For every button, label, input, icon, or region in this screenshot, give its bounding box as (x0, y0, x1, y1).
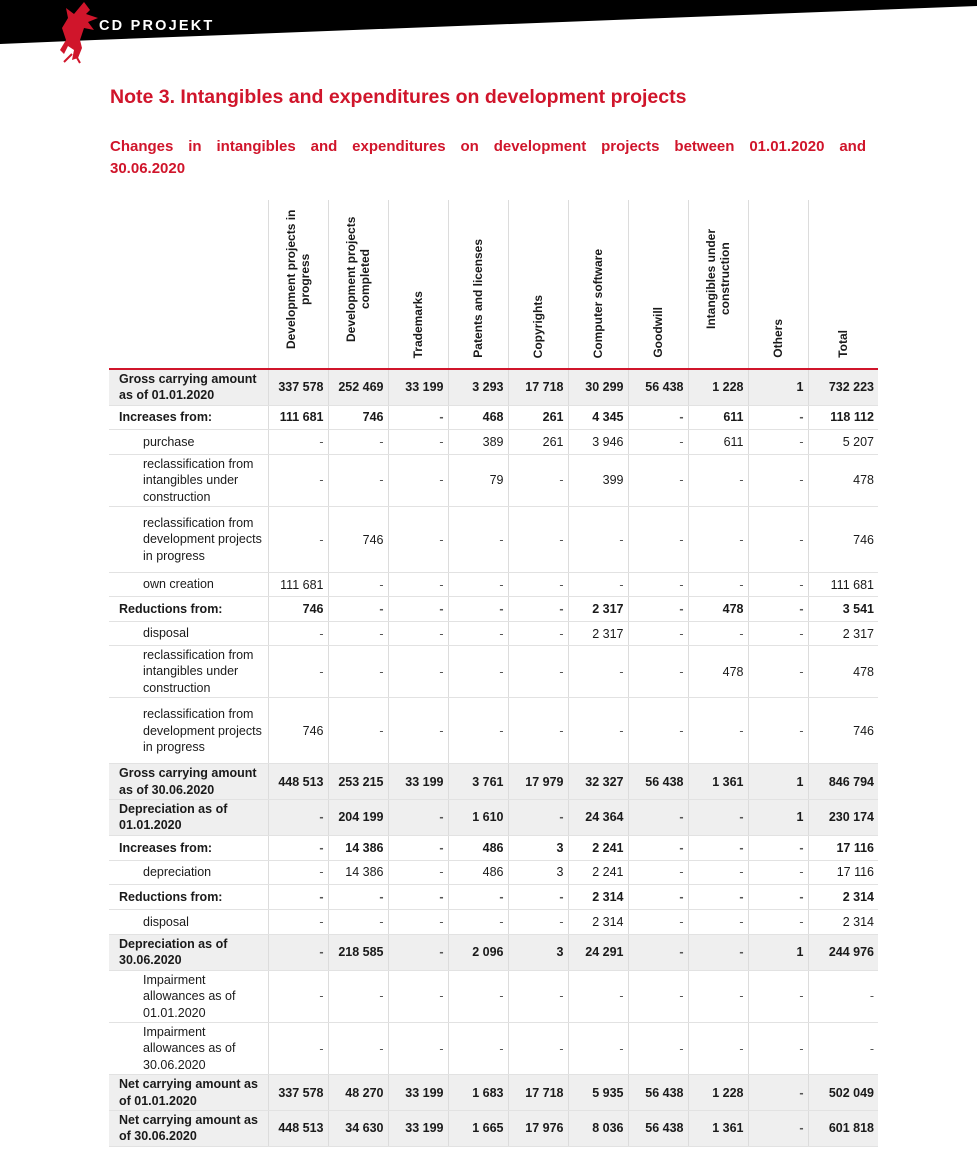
table-cell: 502 049 (808, 1075, 878, 1111)
table-row (109, 1110, 878, 1146)
table-cell: 79 (448, 454, 508, 506)
table-cell: - (388, 405, 448, 429)
row-label: Reductions from: (109, 597, 268, 622)
header-blank-cell (109, 200, 268, 369)
table-cell: - (748, 597, 808, 622)
table-cell: 252 469 (328, 369, 388, 405)
table-cell: 1 610 (448, 800, 508, 836)
table-cell: 14 386 (328, 860, 388, 884)
table-row (109, 369, 878, 405)
table-cell: - (748, 454, 808, 506)
col-header: Computer software (568, 200, 628, 369)
table-cell: 218 585 (328, 934, 388, 970)
table-cell: 746 (328, 405, 388, 429)
table-cell: - (268, 1022, 328, 1074)
table-cell: - (508, 909, 568, 934)
table-cell: 8 036 (568, 1110, 628, 1146)
table-cell: - (448, 909, 508, 934)
table-cell: - (388, 507, 448, 573)
table-cell: - (508, 454, 568, 506)
table-cell: - (568, 507, 628, 573)
col-header: Total (808, 200, 878, 369)
table-cell: - (748, 622, 808, 646)
table-row (109, 934, 878, 970)
table-cell: 846 794 (808, 764, 878, 800)
row-label: Increases from: (109, 405, 268, 429)
table-cell: - (388, 454, 448, 506)
table-cell: 34 630 (328, 1110, 388, 1146)
table-cell: - (688, 454, 748, 506)
table-cell: 17 718 (508, 369, 568, 405)
table-cell: - (388, 698, 448, 764)
table-cell: 478 (808, 454, 878, 506)
table-cell: - (568, 646, 628, 698)
col-header: Development projects in progress (268, 200, 328, 369)
table-cell: - (448, 573, 508, 597)
table-cell: - (628, 597, 688, 622)
table-cell: - (328, 573, 388, 597)
table-cell: - (448, 622, 508, 646)
table-cell: - (688, 884, 748, 909)
table-cell: 1 (748, 369, 808, 405)
table-cell: - (388, 800, 448, 836)
table-cell: 33 199 (388, 764, 448, 800)
table-row (109, 835, 878, 860)
table-cell: - (268, 860, 328, 884)
table-row (109, 429, 878, 454)
table-cell: 204 199 (328, 800, 388, 836)
table-cell: - (688, 800, 748, 836)
table-cell: - (268, 646, 328, 698)
page-title: Note 3. Intangibles and expenditures on development projects (110, 86, 687, 108)
table-cell: 478 (688, 597, 748, 622)
row-label: Gross carrying amount as of 01.01.2020 (109, 369, 268, 405)
table-cell: - (628, 622, 688, 646)
header-row (109, 200, 878, 369)
row-label: Reductions from: (109, 884, 268, 909)
table-cell: 1 (748, 764, 808, 800)
table-cell: - (688, 622, 748, 646)
table-cell: - (628, 860, 688, 884)
table-cell: - (508, 573, 568, 597)
row-label: disposal (109, 909, 268, 934)
table-cell: - (748, 646, 808, 698)
table-cell: 732 223 (808, 369, 878, 405)
table-cell: 2 317 (568, 622, 628, 646)
table-cell: - (388, 1022, 448, 1074)
table-cell: - (388, 934, 448, 970)
table-cell: - (268, 507, 328, 573)
table-cell: - (568, 1022, 628, 1074)
table-cell: - (628, 884, 688, 909)
table-cell: - (448, 970, 508, 1022)
table-cell: 486 (448, 860, 508, 884)
table-cell: - (268, 884, 328, 909)
table-cell: - (568, 573, 628, 597)
table-cell: 244 976 (808, 934, 878, 970)
table-row (109, 507, 878, 573)
table-cell: 111 681 (808, 573, 878, 597)
table-cell: 2 314 (808, 884, 878, 909)
row-label: Impairment allowances as of 01.01.2020 (109, 970, 268, 1022)
table-cell: - (508, 800, 568, 836)
table-cell: 468 (448, 405, 508, 429)
table-cell: - (388, 573, 448, 597)
table-cell: 24 291 (568, 934, 628, 970)
table-cell: 399 (568, 454, 628, 506)
table-cell: - (748, 507, 808, 573)
table-cell: 24 364 (568, 800, 628, 836)
table-cell: 611 (688, 405, 748, 429)
table-cell: - (628, 970, 688, 1022)
table-cell: - (448, 1022, 508, 1074)
row-label: purchase (109, 429, 268, 454)
table-cell: 17 116 (808, 835, 878, 860)
table-cell: - (328, 622, 388, 646)
table-cell: 2 317 (808, 622, 878, 646)
table-cell: 230 174 (808, 800, 878, 836)
table-cell: 1 228 (688, 369, 748, 405)
table-row (109, 800, 878, 836)
table-cell: - (748, 860, 808, 884)
table-cell: - (508, 622, 568, 646)
table-cell: - (388, 970, 448, 1022)
table-cell: - (328, 597, 388, 622)
table-cell: - (508, 646, 568, 698)
table-row (109, 573, 878, 597)
intangibles-table (109, 200, 878, 1147)
table-cell: 33 199 (388, 1075, 448, 1111)
table-cell: 746 (268, 597, 328, 622)
table-row (109, 764, 878, 800)
table-cell: - (448, 884, 508, 909)
row-label: depreciation (109, 860, 268, 884)
table-cell: 601 818 (808, 1110, 878, 1146)
brand-name: CD PROJEKT (99, 18, 215, 34)
table-cell: 5 207 (808, 429, 878, 454)
table-cell: 2 241 (568, 860, 628, 884)
table-cell: - (808, 970, 878, 1022)
table-row (109, 454, 878, 506)
table-cell: 2 317 (568, 597, 628, 622)
table-cell: - (388, 860, 448, 884)
table-cell: 389 (448, 429, 508, 454)
row-label: reclassification from intangibles under construction (109, 646, 268, 698)
table-cell: 56 438 (628, 1075, 688, 1111)
table-cell: - (628, 909, 688, 934)
table-cell: 56 438 (628, 1110, 688, 1146)
table-cell: - (508, 698, 568, 764)
table-cell: 1 228 (688, 1075, 748, 1111)
table-cell: 746 (328, 507, 388, 573)
table-cell: - (748, 405, 808, 429)
table-cell: - (748, 429, 808, 454)
table-cell: - (628, 429, 688, 454)
row-label: Increases from: (109, 835, 268, 860)
col-header: Development projects completed (328, 200, 388, 369)
table-cell: - (808, 1022, 878, 1074)
table-cell: - (628, 405, 688, 429)
table-cell: - (688, 507, 748, 573)
table-row (109, 909, 878, 934)
table-cell: 3 761 (448, 764, 508, 800)
table-cell: 56 438 (628, 369, 688, 405)
table-cell: - (628, 1022, 688, 1074)
table-cell: - (748, 1022, 808, 1074)
table-cell: - (388, 597, 448, 622)
table-cell: 48 270 (328, 1075, 388, 1111)
table-cell: 478 (808, 646, 878, 698)
table-cell: 33 199 (388, 1110, 448, 1146)
table-cell: - (268, 800, 328, 836)
table-cell: 337 578 (268, 1075, 328, 1111)
table-cell: 486 (448, 835, 508, 860)
table-cell: 17 976 (508, 1110, 568, 1146)
table-cell: 1 361 (688, 1110, 748, 1146)
table-cell: 337 578 (268, 369, 328, 405)
table-cell: - (328, 646, 388, 698)
table-cell: - (388, 646, 448, 698)
table-cell: - (268, 835, 328, 860)
table-cell: - (688, 835, 748, 860)
table-cell: 5 935 (568, 1075, 628, 1111)
table-cell: - (388, 884, 448, 909)
table-cell: 32 327 (568, 764, 628, 800)
table-cell: 261 (508, 405, 568, 429)
table-cell: - (328, 1022, 388, 1074)
table-cell: 253 215 (328, 764, 388, 800)
table-cell: 3 293 (448, 369, 508, 405)
table-cell: 611 (688, 429, 748, 454)
table-row (109, 597, 878, 622)
table-cell: 3 (508, 835, 568, 860)
table-cell: - (628, 507, 688, 573)
table-row (109, 1075, 878, 1111)
row-label: disposal (109, 622, 268, 646)
table-row (109, 970, 878, 1022)
table-cell: 4 345 (568, 405, 628, 429)
table-cell: - (628, 646, 688, 698)
table-cell: - (508, 1022, 568, 1074)
table-cell: 2 096 (448, 934, 508, 970)
table-cell: 3 946 (568, 429, 628, 454)
row-label: reclassification from development projects in progress (109, 698, 268, 764)
table-cell: 2 314 (568, 884, 628, 909)
table-cell: - (748, 909, 808, 934)
table-cell: - (628, 934, 688, 970)
table-cell: 17 718 (508, 1075, 568, 1111)
table-cell: 746 (808, 507, 878, 573)
subtitle-line1: Changes in intangibles and expenditures on development projects between 01.01.2020 and (110, 138, 866, 155)
table-cell: 17 979 (508, 764, 568, 800)
table-cell: 3 541 (808, 597, 878, 622)
table-cell: 1 683 (448, 1075, 508, 1111)
table-cell: - (448, 507, 508, 573)
table-cell: 3 (508, 934, 568, 970)
row-label: reclassification from development projects in progress (109, 507, 268, 573)
table-cell: - (268, 622, 328, 646)
table-cell: - (628, 800, 688, 836)
table-cell: 33 199 (388, 369, 448, 405)
table-cell: 2 241 (568, 835, 628, 860)
table-row (109, 405, 878, 429)
table-cell: 14 386 (328, 835, 388, 860)
row-label: Net carrying amount as of 01.01.2020 (109, 1075, 268, 1111)
table-cell: - (748, 970, 808, 1022)
table-cell: - (328, 884, 388, 909)
row-label: own creation (109, 573, 268, 597)
table-cell: 30 299 (568, 369, 628, 405)
row-label: Depreciation as of 01.01.2020 (109, 800, 268, 836)
table-cell: 2 314 (568, 909, 628, 934)
table-cell: - (688, 698, 748, 764)
col-header: Others (748, 200, 808, 369)
table-cell: - (508, 884, 568, 909)
table-cell: - (688, 573, 748, 597)
table-cell: 3 (508, 860, 568, 884)
table-cell: - (268, 934, 328, 970)
table-row (109, 860, 878, 884)
row-label: Gross carrying amount as of 30.06.2020 (109, 764, 268, 800)
table-row (109, 646, 878, 698)
table-cell: 261 (508, 429, 568, 454)
table-cell: - (568, 970, 628, 1022)
table-cell: - (628, 573, 688, 597)
col-header: Copyrights (508, 200, 568, 369)
table-cell: 1 361 (688, 764, 748, 800)
table-cell: - (268, 429, 328, 454)
table-cell: - (328, 909, 388, 934)
table-cell: - (388, 429, 448, 454)
table-row (109, 622, 878, 646)
table-cell: - (508, 970, 568, 1022)
table-subtitle (110, 136, 866, 180)
col-header: Patents and licenses (448, 200, 508, 369)
intangibles-table-container (109, 200, 874, 1147)
col-header: Intangibles under construction (688, 200, 748, 369)
row-label: reclassification from intangibles under construction (109, 454, 268, 506)
table-cell: - (748, 884, 808, 909)
table-cell: - (448, 698, 508, 764)
table-cell: 56 438 (628, 764, 688, 800)
col-header: Goodwill (628, 200, 688, 369)
table-cell: 2 314 (808, 909, 878, 934)
subtitle-line2: 30.06.2020 (110, 160, 186, 177)
table-cell: - (688, 909, 748, 934)
table-cell: - (388, 835, 448, 860)
table-cell: - (568, 698, 628, 764)
table-cell: - (328, 454, 388, 506)
table-cell: - (628, 698, 688, 764)
table-cell: 118 112 (808, 405, 878, 429)
table-cell: - (748, 1110, 808, 1146)
table-row (109, 1022, 878, 1074)
table-cell: 111 681 (268, 405, 328, 429)
row-label: Depreciation as of 30.06.2020 (109, 934, 268, 970)
table-cell: - (748, 1075, 808, 1111)
table-cell: 1 665 (448, 1110, 508, 1146)
row-label: Impairment allowances as of 30.06.2020 (109, 1022, 268, 1074)
table-cell: - (508, 507, 568, 573)
table-cell: - (268, 970, 328, 1022)
table-cell: - (448, 646, 508, 698)
row-label: Net carrying amount as of 30.06.2020 (109, 1110, 268, 1146)
table-cell: - (388, 909, 448, 934)
table-cell: 448 513 (268, 764, 328, 800)
table-cell: - (268, 454, 328, 506)
table-cell: - (328, 429, 388, 454)
table-cell: 1 (748, 934, 808, 970)
table-cell: - (508, 597, 568, 622)
table-cell: - (268, 909, 328, 934)
table-cell: 448 513 (268, 1110, 328, 1146)
table-cell: 478 (688, 646, 748, 698)
table-cell: 1 (748, 800, 808, 836)
table-row (109, 884, 878, 909)
table-cell: - (688, 1022, 748, 1074)
table-cell: - (388, 622, 448, 646)
col-header: Trademarks (388, 200, 448, 369)
table-cell: - (748, 835, 808, 860)
table-cell: 111 681 (268, 573, 328, 597)
table-cell: - (688, 860, 748, 884)
table-cell: - (688, 934, 748, 970)
table-cell: - (748, 698, 808, 764)
table-cell: 746 (268, 698, 328, 764)
table-cell: 17 116 (808, 860, 878, 884)
table-row (109, 698, 878, 764)
table-cell: - (688, 970, 748, 1022)
table-body (109, 369, 878, 1146)
table-cell: - (328, 970, 388, 1022)
table-cell: - (628, 454, 688, 506)
table-cell: 746 (808, 698, 878, 764)
table-cell: - (748, 573, 808, 597)
table-cell: - (448, 597, 508, 622)
table-cell: - (328, 698, 388, 764)
table-cell: - (628, 835, 688, 860)
